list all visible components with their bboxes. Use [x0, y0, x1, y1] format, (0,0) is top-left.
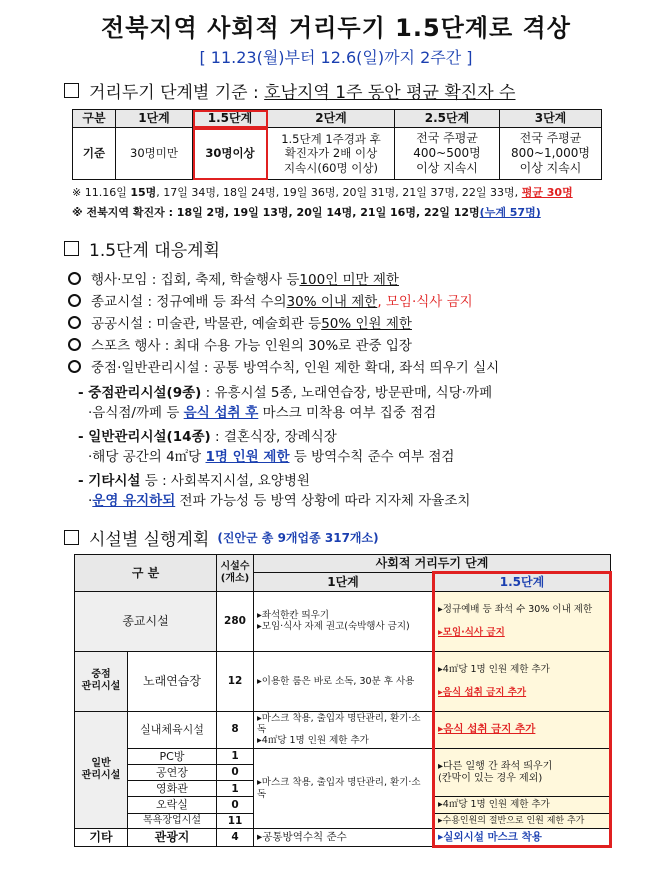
group-general: 일반 관리시설	[75, 711, 128, 829]
stage15-gym	[434, 711, 611, 748]
section-facility-plan	[64, 525, 672, 550]
sub-item-priority	[78, 383, 672, 423]
stage15-religion	[434, 591, 611, 651]
cell-stage2: 1.5단계 1주경과 후 확진자가 2배 이상 지속시(60명 이상)	[268, 128, 395, 180]
bullet-item	[68, 311, 672, 333]
label-arcade: 오락실	[128, 797, 217, 813]
stage15-etc: ▸실외시설 마스크 착용	[434, 829, 611, 846]
stage15-gym-text: ▸음식 섭취 금지 추가	[438, 723, 536, 736]
count-arcade: 0	[217, 797, 254, 813]
bullet-text: 공공시설 : 미술관, 박물관, 예술회관 등	[91, 316, 322, 332]
header-stage3: 3단계	[500, 110, 602, 128]
count-pc: 1	[217, 748, 254, 764]
section-response-label: 1.5단계 대응계획	[89, 241, 220, 261]
bullet-item	[68, 333, 672, 355]
checkbox-square-icon	[64, 241, 79, 256]
stage1-karaoke: ▸이용한 룸은 바로 소독, 30분 후 사용	[254, 651, 434, 711]
label-pc: PC방	[128, 748, 217, 764]
section-criteria	[64, 78, 672, 103]
circle-bullet-icon	[68, 360, 81, 373]
header-gubun: 구 분	[75, 555, 217, 592]
sub-heading: - 기타시설	[78, 473, 141, 489]
header-count: 시설수 (개소)	[217, 555, 254, 592]
sub-heading: - 중점관리시설(9종)	[78, 385, 202, 401]
sub-item-general	[78, 427, 672, 467]
response-bullets	[68, 267, 672, 377]
section-criteria-label: 거리두기 단계별 기준 :	[89, 83, 259, 103]
sub-line2-a: ·	[88, 493, 93, 509]
stage1-gym: ▸마스크 착용, 출입자 명단관리, 환기·소독 ▸4㎡당 1명 인원 제한 추가	[254, 711, 434, 748]
stage15-bath: ▸수용인원의 절반으로 인원 제한 추가	[434, 813, 611, 829]
cell-stage15: 30명이상	[193, 128, 268, 180]
row-gym	[75, 711, 611, 748]
checkbox-square-icon	[64, 530, 79, 545]
bullet-underline: 100인 미만 제한	[299, 272, 399, 288]
note2-total: (누계 57명)	[479, 206, 541, 219]
sub-rest: : 결혼식장, 장례식장	[210, 429, 337, 445]
circle-bullet-icon	[68, 294, 81, 307]
section-criteria-highlight: 호남지역 1주 동안 평균 확진자 수	[264, 83, 516, 103]
label-etc: 관광지	[128, 829, 217, 846]
section-response	[64, 236, 672, 261]
row-etc	[75, 829, 611, 846]
note1-prefix: ※ 11.16일	[72, 186, 131, 199]
bullet-red: , 모임·식사 금지	[377, 294, 473, 310]
criteria-table-row	[73, 128, 602, 180]
sub-line2-a: ·해당 공간의 4㎡당	[88, 449, 206, 465]
header-stage15: 1.5단계	[193, 110, 268, 128]
count-karaoke: 12	[217, 651, 254, 711]
sub-item-other	[78, 471, 672, 511]
note1-rest: , 17일 34명, 18일 24명, 19일 36명, 20일 31명, 21일 37명, 22일 33명,	[156, 186, 522, 199]
header-stage1: 1단계	[116, 110, 193, 128]
cell-stage3: 전국 주평균 800~1,000명 이상 지속시	[500, 128, 602, 180]
sub-rest: : 유흥시설 5종, 노래연습장, 방문판매, 식당·까페	[201, 385, 493, 401]
label-religion: 종교시설	[75, 591, 217, 651]
stage15-karaoke	[434, 651, 611, 711]
note1-average: 평균 30명	[521, 186, 573, 199]
circle-bullet-icon	[68, 338, 81, 351]
bullet-underline: 50% 인원 제한	[321, 316, 412, 332]
checkbox-square-icon	[64, 83, 79, 98]
sub-line2-b: 운영 유지하되	[92, 493, 176, 509]
sub-line2-c: 등 방역수칙 준수 여부 점검	[289, 449, 455, 465]
section-facility-note: (진안군 총 9개업종 317개소)	[217, 531, 379, 545]
header-stage25: 2.5단계	[395, 110, 500, 128]
criteria-table-header	[73, 110, 602, 128]
cell-stage1: 30명미만	[116, 128, 193, 180]
header-stage: 사회적 거리두기 단계	[254, 555, 611, 573]
stage15-religion-a: ▸정규예배 등 좌석 수 30% 이내 제한	[438, 604, 593, 616]
page-subtitle: [ 11.23(월)부터 12.6(일)까지 2주간 ]	[199, 48, 473, 67]
bullet-underline: 30% 이내 제한	[286, 294, 378, 310]
circle-bullet-icon	[68, 316, 81, 329]
sub-line2-b: 음식 섭취 후	[183, 405, 259, 421]
header-gubun: 구분	[73, 110, 116, 128]
sub-rest: 등 : 사회복지시설, 요양병원	[140, 473, 310, 489]
facility-header-row	[75, 555, 611, 573]
bullet-item	[68, 289, 672, 311]
count-religion: 280	[217, 591, 254, 651]
sub-heading: - 일반관리시설(14종)	[78, 429, 211, 445]
row-pc	[75, 748, 611, 764]
group-etc: 기타	[75, 829, 128, 846]
stage15-arcade: ▸4㎡당 1명 인원 제한 추가	[434, 797, 611, 813]
row-karaoke	[75, 651, 611, 711]
criteria-table	[72, 109, 602, 180]
bullet-text: 중점·일반관리시설 : 공통 방역수칙, 인원 제한 확대, 좌석 띄우기 실시	[91, 360, 500, 376]
count-bath: 11	[217, 813, 254, 829]
facility-table	[74, 554, 612, 848]
cell-stage25: 전국 주평균 400~500명 이상 지속시	[395, 128, 500, 180]
stage15-religion-b: ▸모임·식사 금지	[438, 626, 505, 638]
daily-cases-note	[72, 184, 672, 200]
sub-line2-a: ·음식점/까페 등	[88, 405, 184, 421]
header-stage1: 1단계	[254, 573, 434, 591]
label-theater: 공연장	[128, 765, 217, 781]
stage1-etc: ▸공통방역수칙 준수	[254, 829, 434, 846]
bullet-item	[68, 355, 672, 377]
sub-line2-b: 1명 인원 제한	[205, 449, 290, 465]
jeonbuk-cases-note	[72, 204, 672, 220]
bullet-item	[68, 267, 672, 289]
bullet-text: 종교시설 : 정규예배 등 좌석 수의	[91, 294, 287, 310]
group-priority: 중점 관리시설	[75, 651, 128, 711]
row-label-criteria: 기준	[73, 128, 116, 180]
stage15-karaoke-b: ▸음식 섭취 금지 추가	[438, 686, 527, 698]
stage1-mid: ▸마스크 착용, 출입자 명단관리, 환기·소독	[254, 748, 434, 828]
page-title: 전북지역 사회적 거리두기 1.5단계로 격상	[101, 14, 571, 42]
bullet-text: 스포츠 행사 : 최대 수용 가능 인원의 30%로 관중 입장	[91, 338, 412, 354]
note2-text: 18일 2명, 19일 13명, 20일 14명, 21일 16명, 22일 12명	[176, 206, 480, 219]
note2-prefix: ※ 전북지역 확진자 :	[72, 206, 177, 219]
stage1-religion: ▸좌석한칸 띄우기 ▸모임·식사 자제 권고(숙박행사 금지)	[254, 591, 434, 651]
header-stage2: 2단계	[268, 110, 395, 128]
count-cinema: 1	[217, 781, 254, 797]
circle-bullet-icon	[68, 272, 81, 285]
count-theater: 0	[217, 765, 254, 781]
header-stage15: 1.5단계	[434, 573, 611, 591]
row-religion	[75, 591, 611, 651]
stage15-mid: ▸다른 일행 간 좌석 띄우기 (칸막이 있는 경우 제외)	[434, 748, 611, 797]
label-cinema: 영화관	[128, 781, 217, 797]
count-etc: 4	[217, 829, 254, 846]
section-facility-label: 시설별 실행계획	[89, 530, 210, 550]
note1-first: 15명	[130, 186, 157, 199]
label-karaoke: 노래연습장	[128, 651, 217, 711]
count-gym: 8	[217, 711, 254, 748]
label-bath: 목욕장업시설	[128, 813, 217, 829]
bullet-text: 행사·모임 : 집회, 축제, 학술행사 등	[91, 272, 300, 288]
label-gym: 실내체육시설	[128, 711, 217, 748]
sub-line2-c: 전파 가능성 등 방역 상황에 따라 지자체 자율조치	[175, 493, 471, 509]
stage15-karaoke-a: ▸4㎡당 1명 인원 제한 추가	[438, 664, 550, 676]
sub-line2-c: 마스크 미착용 여부 집중 점검	[258, 405, 437, 421]
